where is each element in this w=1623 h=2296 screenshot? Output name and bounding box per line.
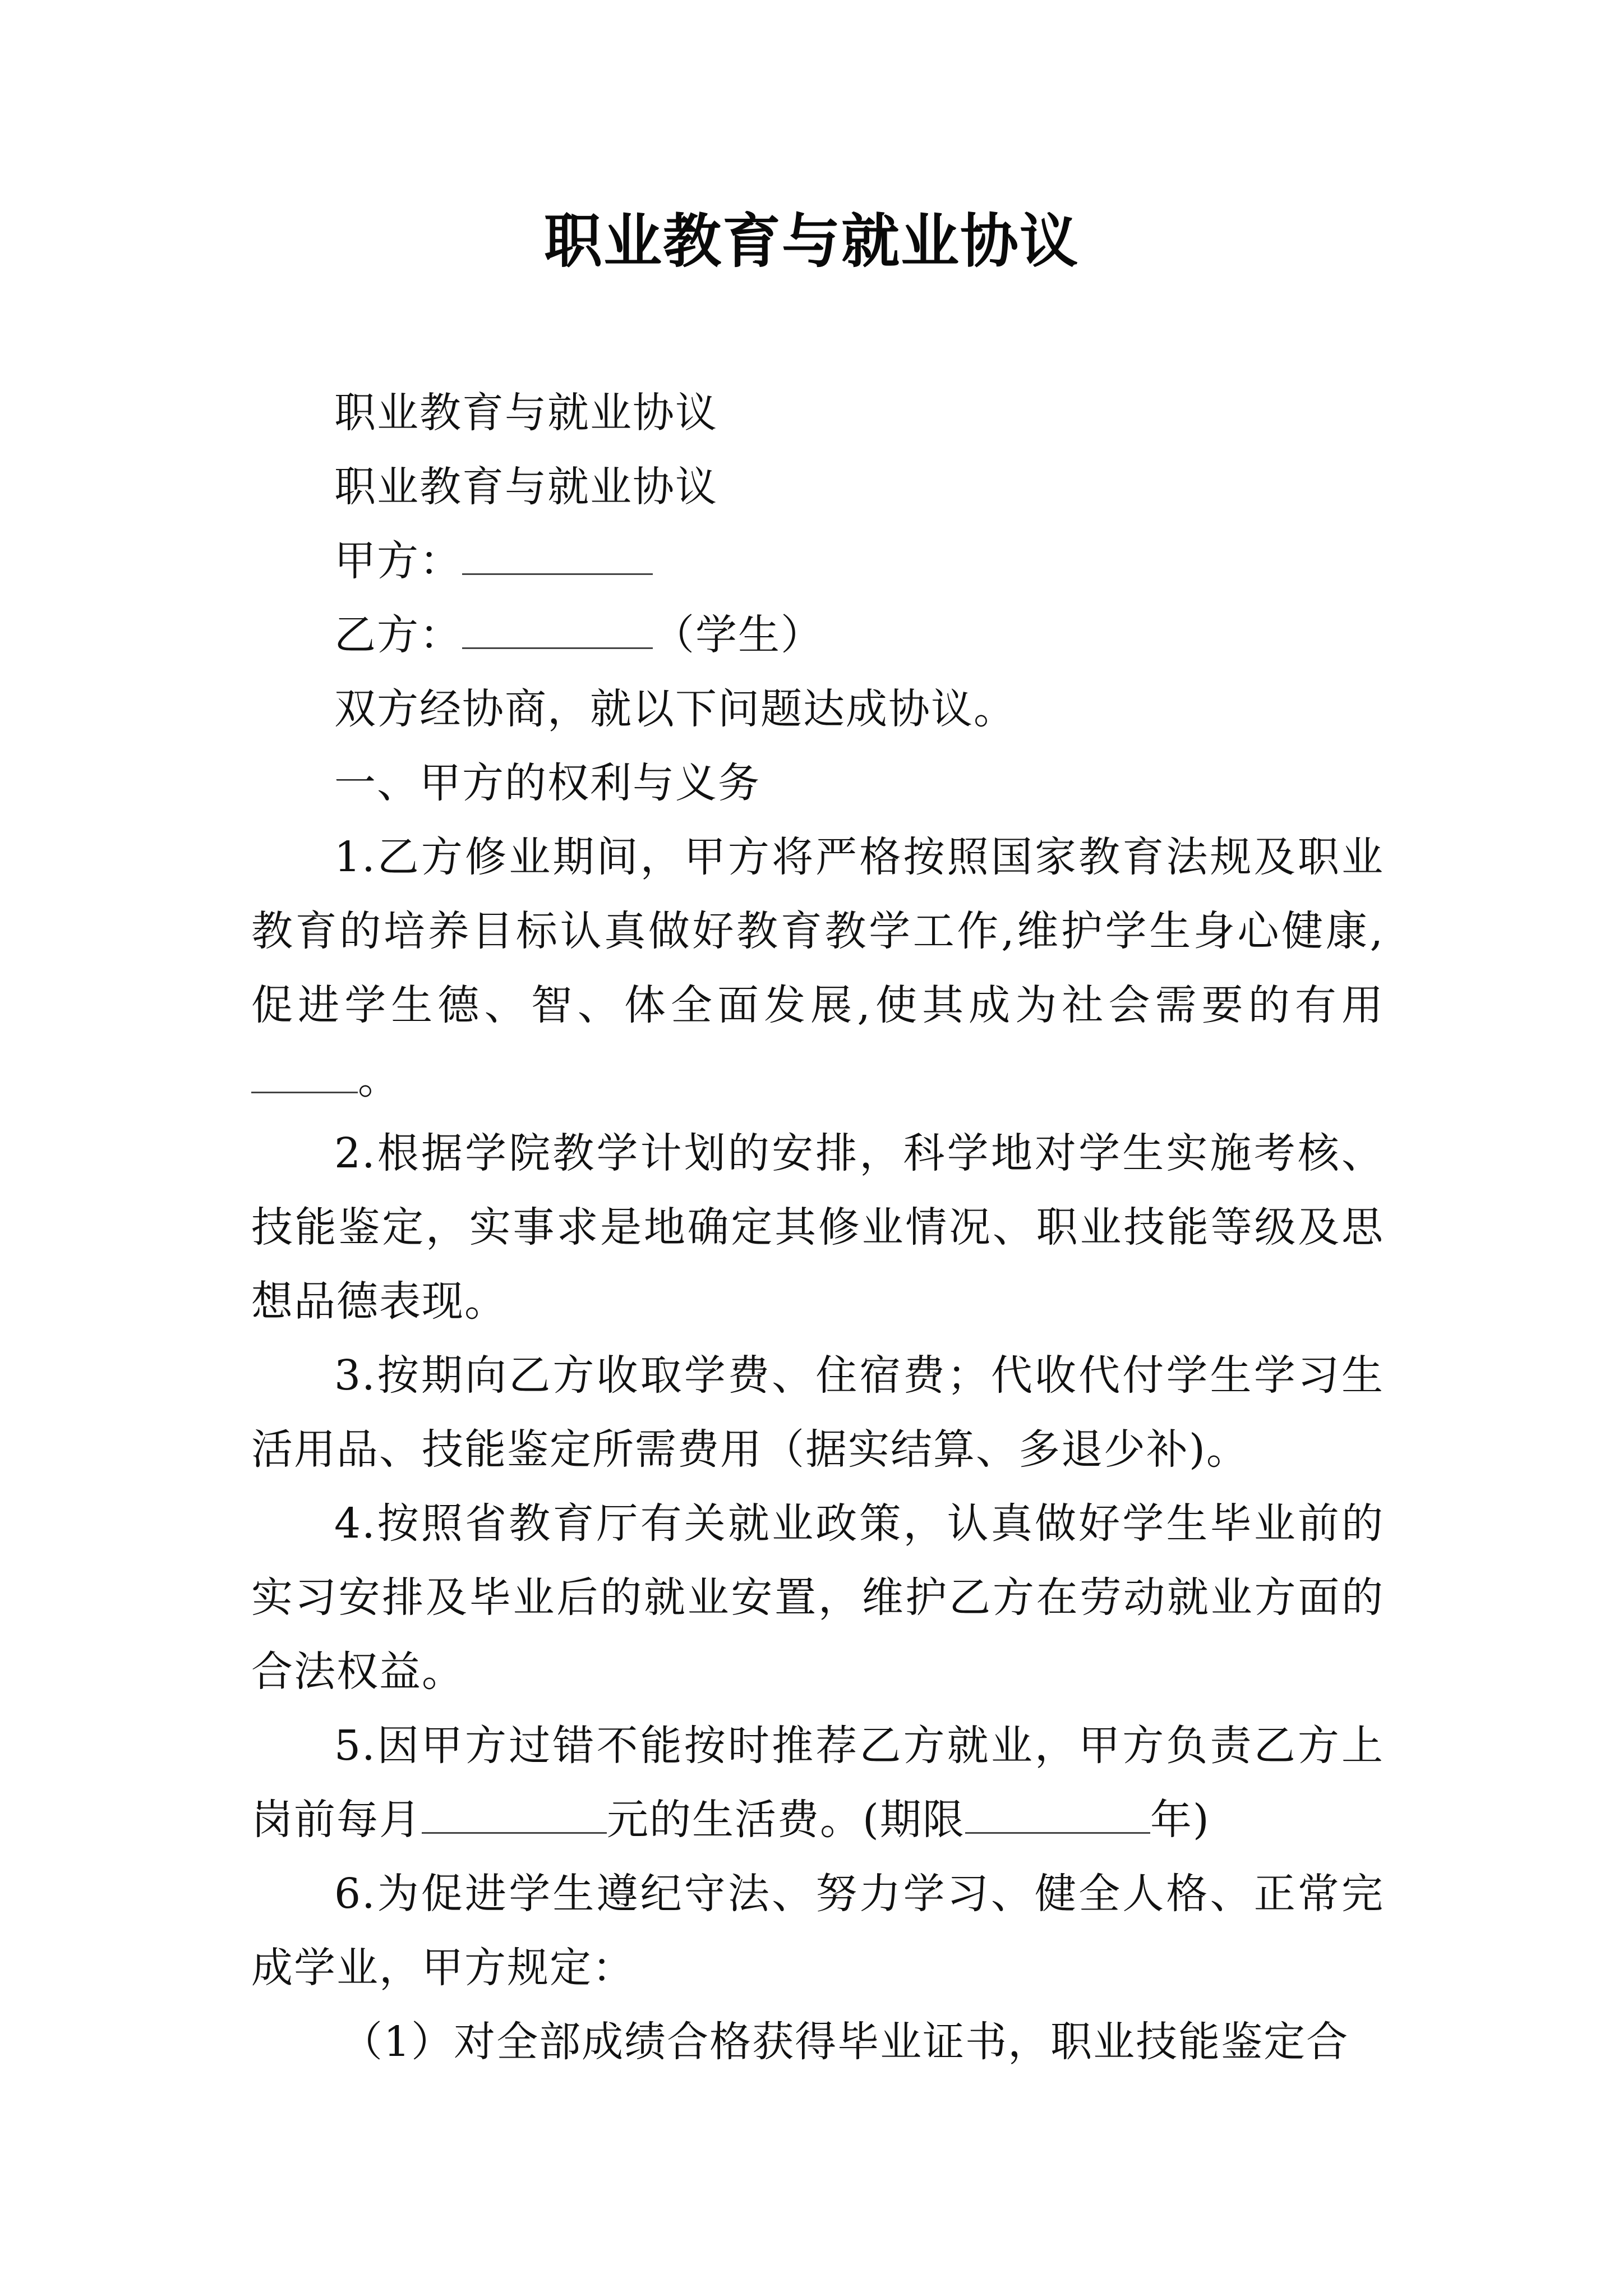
item-5-amount-blank <box>422 1796 607 1834</box>
item-5 <box>251 1709 1384 1857</box>
item-1-blank <box>251 1056 358 1093</box>
item-1 <box>251 820 1384 1116</box>
party-b-note: （学生） <box>653 611 823 659</box>
party-a-line <box>251 524 1384 598</box>
section-1-heading: 一、甲方的权利与义务 <box>334 759 760 807</box>
item-6-sub-1: （1）对全部成绩合格获得毕业证书，职业技能鉴定合 <box>341 2018 1349 2066</box>
item-4: 4.按照省教育厅有关就业政策，认真做好学生毕业前的实习安排及毕业后的就业安置，维护乙方在劳动就业方面的合法权益。 <box>251 1499 1384 1696</box>
item-5-part2: 元的生活费。(期限 <box>607 1796 965 1844</box>
intro-line-1: 职业教育与就业协议 <box>334 389 718 437</box>
item-6: 6.为促进学生遵纪守法、努力学习、健全人格、正常完成学业，甲方规定： <box>251 1870 1384 1992</box>
party-b-line <box>251 598 1384 672</box>
item-5-period-blank <box>965 1796 1150 1834</box>
document-title: 职业教育与就业协议 <box>543 206 1079 275</box>
party-a-label: 甲方： <box>334 537 462 585</box>
party-b-label: 乙方： <box>334 611 462 659</box>
item-5-part1: 5.因甲方过错不能按时推荐乙方就业，甲方负责乙方上岗前每月 <box>251 1722 1384 1844</box>
item-3: 3.按期向乙方收取学费、住宿费；代收代付学生学习生活用品、技能鉴定所需费用（据实结算、多退少补)。 <box>251 1351 1384 1474</box>
consensus-line: 双方经协商，就以下问题达成协议。 <box>334 685 1016 733</box>
party-b-blank <box>462 611 653 649</box>
item-1-end: 。 <box>358 1055 400 1103</box>
item-5-part3: 年) <box>1150 1796 1210 1844</box>
document-body <box>251 376 1384 2079</box>
item-2: 2.根据学院教学计划的安排，科学地对学生实施考核、技能鉴定，实事求是地确定其修业情况、职业技能等级及思想品德表现。 <box>251 1129 1384 1326</box>
party-a-blank <box>462 537 653 575</box>
item-1-text: 1.乙方修业期间，甲方将严格按照国家教育法规及职业教育的培养目标认真做好教育教学工作,维护学生身心健康,促进学生德、智、体全面发展,使其成为社会需要的有用 <box>251 833 1384 1029</box>
intro-line-2: 职业教育与就业协议 <box>334 463 718 511</box>
